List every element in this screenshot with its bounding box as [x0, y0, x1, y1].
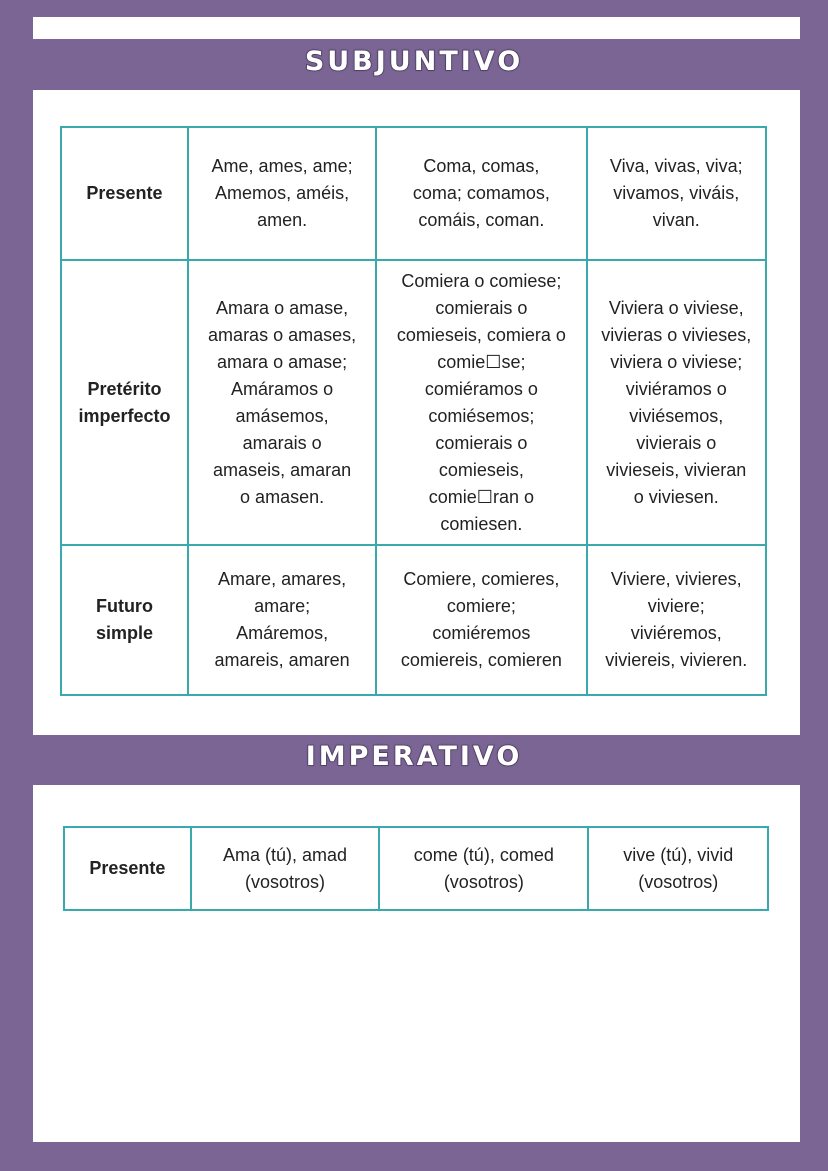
table-row — [61, 545, 766, 695]
tense-label-line: Pretérito imperfecto — [78, 378, 171, 426]
table-row — [64, 827, 768, 910]
tense-label — [61, 260, 188, 545]
conjugation-line: viviere; — [647, 596, 705, 616]
conjugation-line: viviéramos o — [625, 378, 727, 399]
conjugation-line: Amáremos, — [236, 623, 329, 643]
conjugation-line: comiéramos o — [424, 378, 538, 399]
conjugation-line: Ame, ames, ame; — [211, 156, 353, 176]
conjugation-line: comiesen. — [440, 513, 523, 534]
conjugation-line: Amare, amares, — [218, 569, 347, 589]
conjugation-line: comierais o — [435, 432, 528, 453]
conjugation-line: Comiera o comiese; — [401, 270, 562, 291]
imperativo-table — [63, 826, 769, 911]
conjugation-line: Viviera o viviese, — [608, 297, 744, 318]
conjugation-line: amásemos, — [235, 405, 329, 426]
conjugation-cell — [587, 127, 766, 260]
conjugation-cell — [379, 827, 588, 910]
conjugation-line: viviera o viviese; — [610, 351, 743, 372]
conjugation-cell — [191, 827, 379, 910]
conjugation-line: (vosotros) — [244, 871, 325, 892]
conjugation-line: Amáramos o — [231, 378, 334, 399]
conjugation-line: comiere; — [446, 596, 516, 616]
conjugation-line: viviéremos, — [630, 623, 722, 643]
conjugation-line: viviereis, vivieren. — [605, 650, 748, 670]
conjugation-line: comie☐ran o — [428, 486, 534, 507]
tense-label-line: Futuro simple — [95, 596, 153, 643]
conjugation-cell — [587, 260, 766, 545]
subjuntivo-table — [60, 126, 767, 696]
conjugation-cell — [188, 127, 376, 260]
conjugation-cell — [376, 127, 586, 260]
conjugation-line: amara o amase; — [217, 351, 348, 372]
conjugation-line: o amasen. — [240, 486, 325, 507]
conjugation-line: comiéremos — [432, 623, 531, 643]
subjuntivo-title: SUBJUNTIVO — [304, 46, 524, 77]
conjugation-line: Amara o amase, — [216, 297, 349, 318]
conjugation-cell — [188, 545, 376, 695]
conjugation-line: Viva, vivas, viva; — [609, 156, 743, 176]
conjugation-line: Comiere, comieres, — [403, 569, 560, 589]
conjugation-line: amen. — [257, 210, 308, 230]
conjugation-line: comieseis, comiera o — [396, 324, 566, 345]
conjugation-cell — [376, 545, 586, 695]
conjugation-line: viviésemos, — [629, 405, 724, 426]
tense-label: Presente — [64, 827, 191, 910]
conjugation-line: Viviere, vivieres, — [610, 569, 742, 589]
conjugation-line: Coma, comas, — [423, 156, 540, 176]
conjugation-line: come (tú), comed — [413, 844, 554, 865]
conjugation-line: (vosotros) — [443, 871, 524, 892]
tense-label: Presente — [61, 127, 188, 260]
conjugation-line: comie☐se; — [437, 351, 526, 372]
subjuntivo-panel — [33, 90, 800, 735]
conjugation-line: vivieseis, vivieran — [606, 459, 747, 480]
conjugation-line: comáis, coman. — [418, 210, 545, 230]
conjugation-line: Ama (tú), amad — [222, 844, 347, 865]
table-row — [61, 127, 766, 260]
conjugation-line: o viviesen. — [633, 486, 719, 507]
conjugation-line: coma; comamos, — [412, 183, 550, 203]
conjugation-line: vivierais o — [636, 432, 717, 453]
conjugation-line: comierais o — [435, 297, 528, 318]
top-white-strip — [33, 17, 800, 39]
conjugation-line: (vosotros) — [638, 871, 719, 892]
conjugation-line: amarais o — [242, 432, 322, 453]
conjugation-line: amaseis, amaran — [213, 459, 352, 480]
conjugation-cell — [188, 260, 376, 545]
conjugation-line: amare; — [254, 596, 311, 616]
conjugation-line: comiereis, comieren — [400, 650, 562, 670]
conjugation-line: Amemos, améis, — [215, 183, 350, 203]
conjugation-cell — [376, 260, 586, 545]
conjugation-line: vive (tú), vivid — [623, 844, 734, 865]
conjugation-line: comiésemos; — [428, 405, 535, 426]
imperativo-title: IMPERATIVO — [305, 741, 523, 772]
conjugation-cell — [587, 545, 766, 695]
imperativo-panel — [33, 785, 800, 1142]
conjugation-line: vivan. — [652, 210, 700, 230]
conjugation-line: amareis, amaren — [214, 650, 350, 670]
conjugation-line: comieseis, — [438, 459, 524, 480]
tense-label — [61, 545, 188, 695]
table-row — [61, 260, 766, 545]
conjugation-line: amaras o amases, — [208, 324, 357, 345]
conjugation-line: vivamos, viváis, — [613, 183, 740, 203]
conjugation-cell — [588, 827, 768, 910]
conjugation-line: vivieras o vivieses, — [601, 324, 752, 345]
